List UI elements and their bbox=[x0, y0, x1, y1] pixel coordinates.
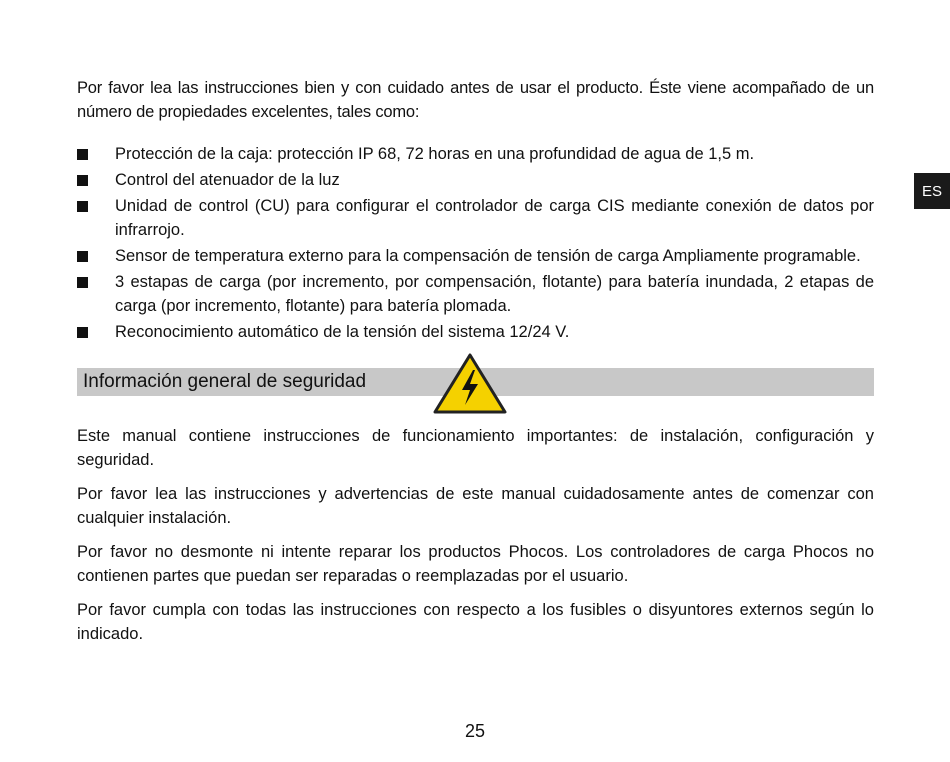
body-paragraph: Por favor lea las instrucciones y advertencias de este manual cuidadosamente antes de comenzar con cualquier instalación. bbox=[77, 485, 874, 527]
page-number: 25 bbox=[464, 721, 486, 741]
feature-list bbox=[77, 142, 874, 344]
list-item: 3 estapas de carga (por incremento, por compensación, flotante) para batería inundada, 2 etapas de carga (por incremento, flotante) para batería plomada. bbox=[77, 270, 874, 318]
language-tab: ES bbox=[914, 173, 950, 209]
high-voltage-warning-icon bbox=[432, 352, 508, 416]
body-paragraph: Este manual contiene instrucciones de funcionamiento importantes: de instalación, configuración y seguridad. bbox=[77, 427, 874, 469]
body-paragraph: Por favor cumpla con todas las instrucciones con respecto a los fusibles o disyuntores externos según lo indicado. bbox=[77, 601, 874, 643]
list-item: Protección de la caja: protección IP 68, 72 horas en una profundidad de agua de 1,5 m. bbox=[77, 142, 874, 166]
document-page bbox=[77, 76, 874, 656]
safety-section-header bbox=[77, 368, 874, 396]
list-item: Sensor de temperatura externo para la compensación de tensión de carga Ampliamente programable. bbox=[77, 244, 874, 268]
list-item: Control del atenuador de la luz bbox=[77, 168, 874, 192]
square-bullet-icon bbox=[77, 277, 88, 288]
square-bullet-icon bbox=[77, 201, 88, 212]
safety-body bbox=[77, 424, 874, 646]
list-item: Unidad de control (CU) para configurar el controlador de carga CIS mediante conexión de datos por infrarrojo. bbox=[77, 194, 874, 242]
square-bullet-icon bbox=[77, 327, 88, 338]
list-item: Reconocimiento automático de la tensión del sistema 12/24 V. bbox=[77, 320, 874, 344]
square-bullet-icon bbox=[77, 251, 88, 262]
body-paragraph: Por favor no desmonte ni intente reparar los productos Phocos. Los controladores de carga Phocos no contienen partes que puedan ser reparadas o reemplazadas por el usuario. bbox=[77, 543, 874, 585]
intro-paragraph: Por favor lea las instrucciones bien y con cuidado antes de usar el producto. Éste viene acompañado de un número de propiedades excelentes, tales como: bbox=[77, 79, 874, 121]
square-bullet-icon bbox=[77, 149, 88, 160]
section-title: Información general de seguridad bbox=[83, 371, 367, 392]
square-bullet-icon bbox=[77, 175, 88, 186]
